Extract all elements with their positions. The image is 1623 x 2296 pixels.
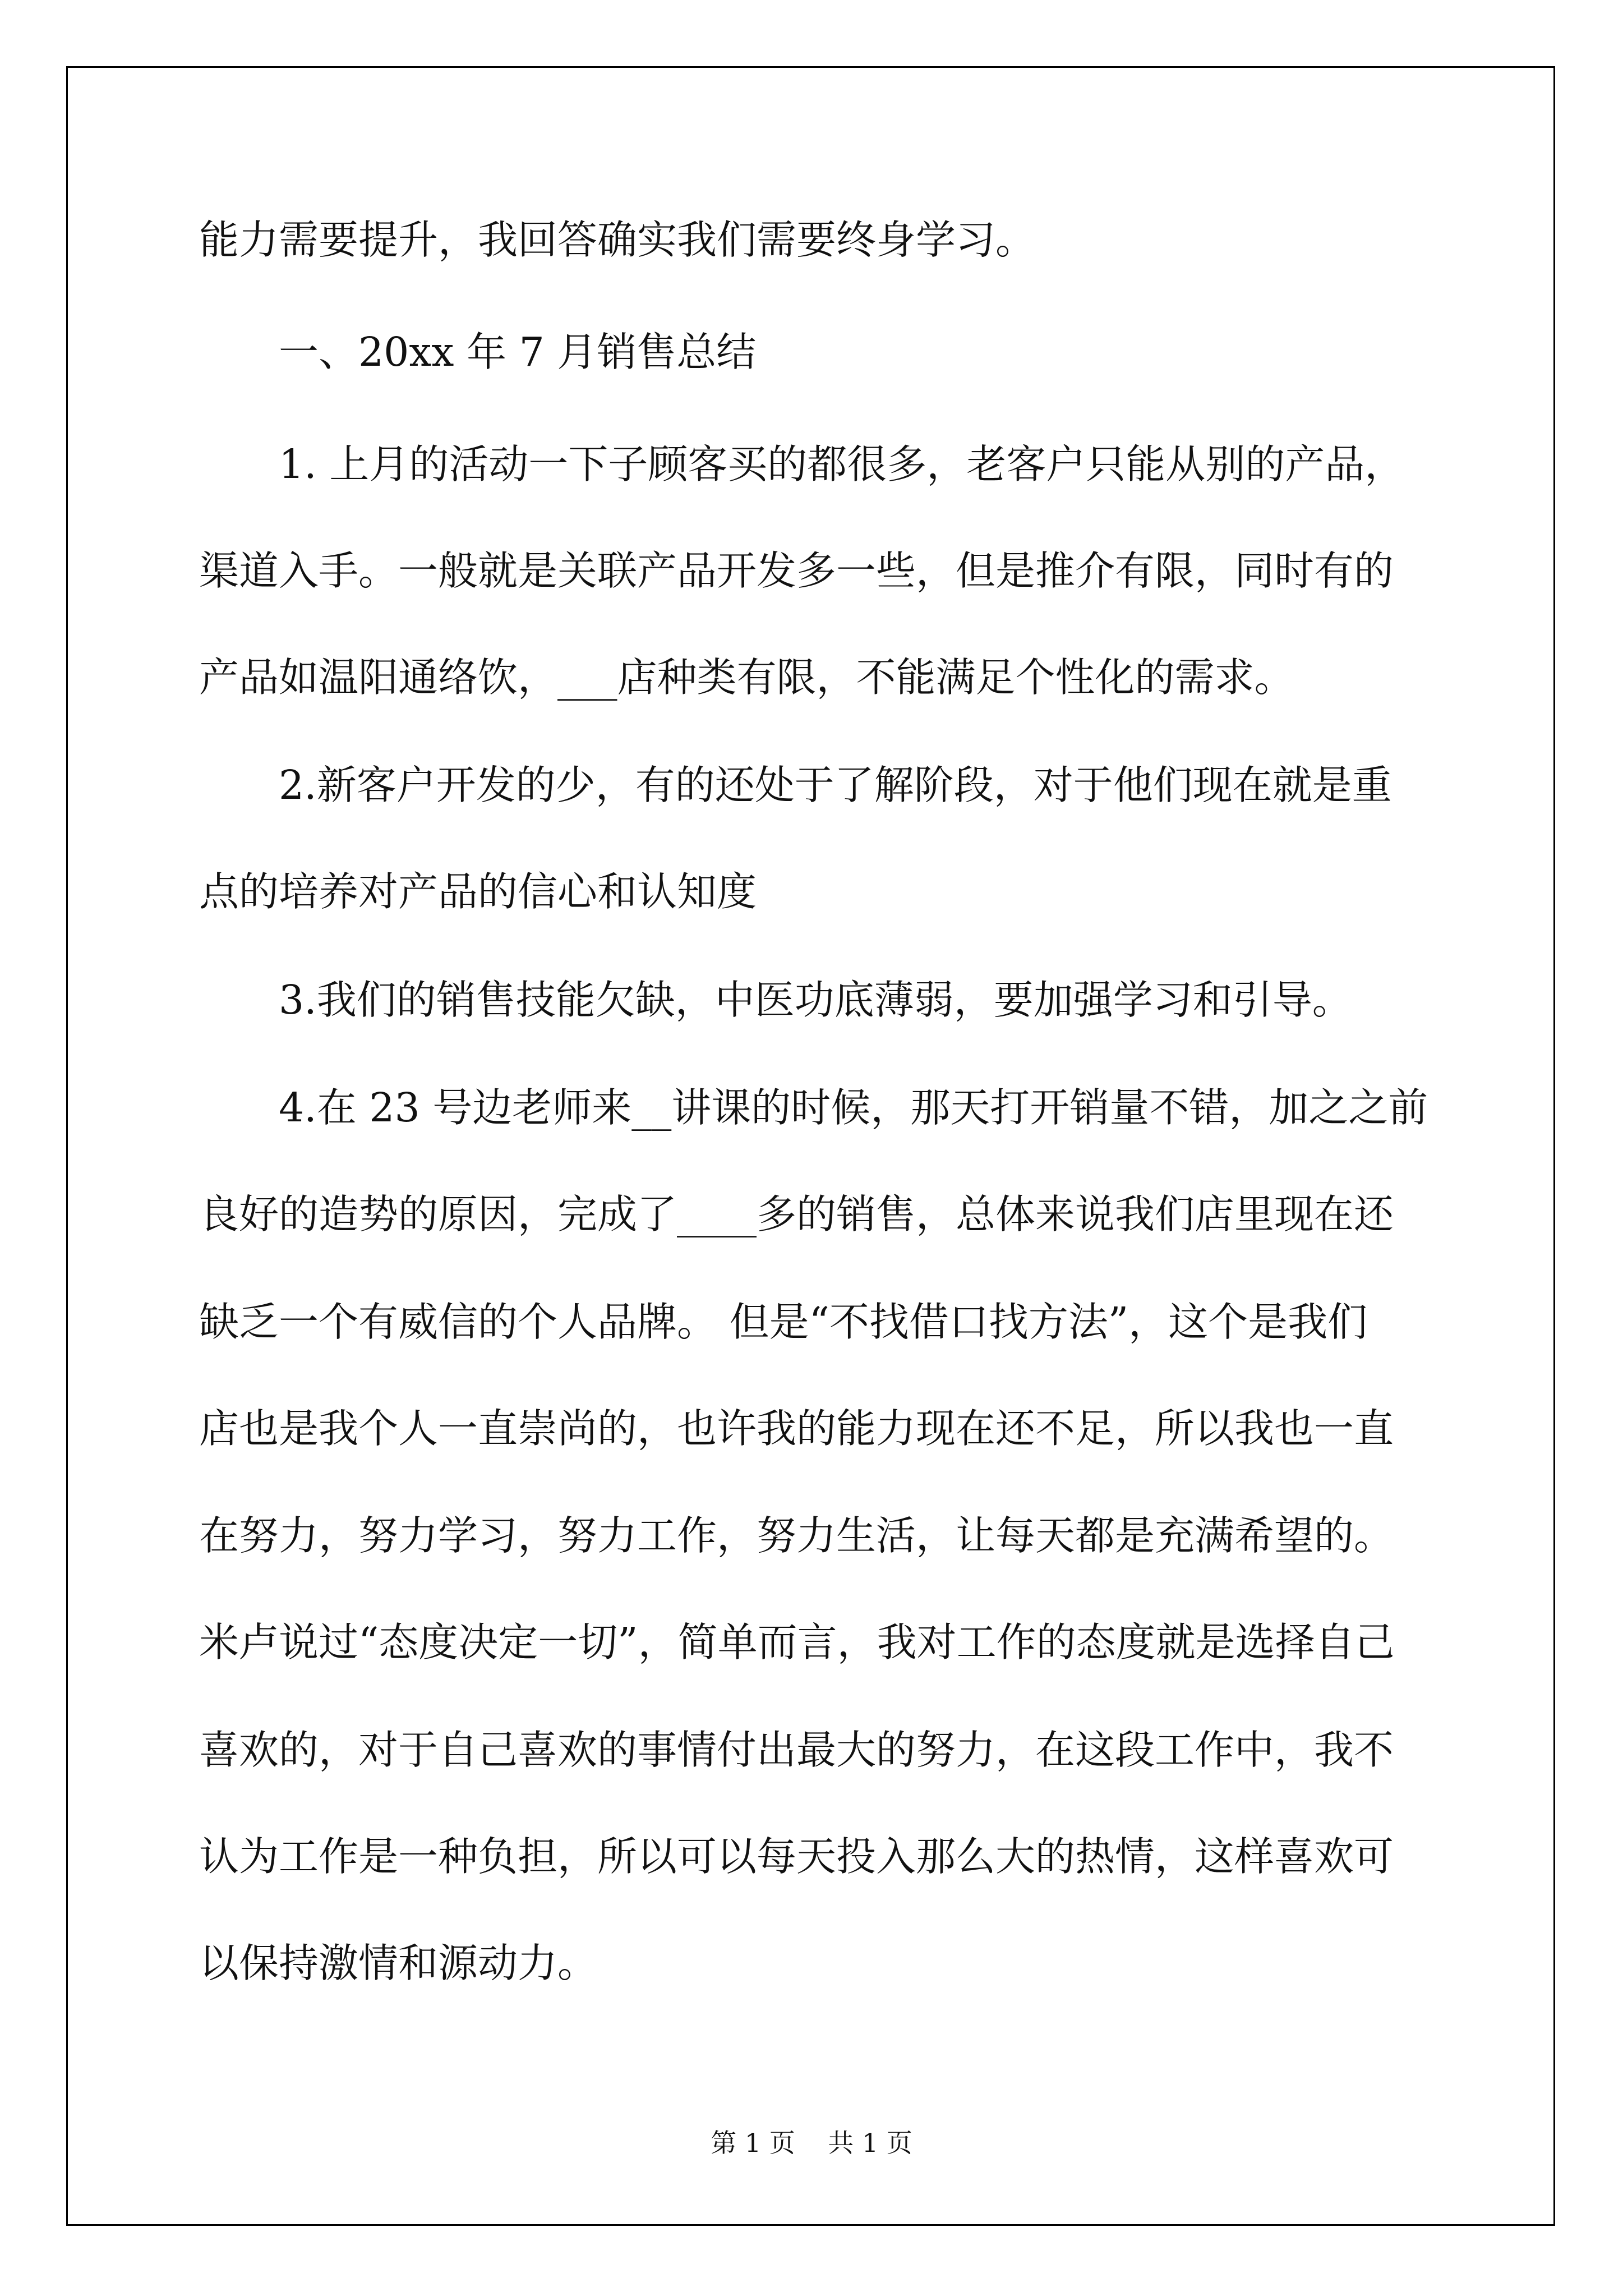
text-line-15: 喜欢的，对于自己喜欢的事情付出最大的努力，在这段工作中，我不 (199, 1727, 1394, 1773)
text-line-4: 渠道入手。一般就是关联产品开发多一些，但是推介有限，同时有的 (199, 547, 1394, 594)
text-line-6: 2.新客户开发的少，有的还处于了解阶段，对于他们现在就是重 (279, 762, 1392, 808)
section-heading: 一、20xx 年 7 月销售总结 (279, 329, 757, 375)
text-line-3: 1. 上月的活动一下子顾客买的都很多，老客户只能从别的产品， (279, 441, 1405, 487)
text-line-10: 良好的造势的原因，完成了____多的销售，总体来说我们店里现在还 (199, 1191, 1394, 1237)
text-line-16: 认为工作是一种负担，所以可以每天投入那么大的热情，这样喜欢可 (199, 1833, 1394, 1880)
text-line-17: 以保持激情和源动力。 (199, 1940, 598, 1986)
page-number-footer: 第 1 页 共 1 页 (711, 2128, 912, 2158)
text-line-11: 缺乏一个有威信的个人品牌。 但是“不找借口找方法”，这个是我们 (199, 1299, 1368, 1345)
text-line-8: 3.我们的销售技能欠缺，中医功底薄弱，要加强学习和引导。 (279, 977, 1352, 1023)
text-line-9: 4.在 23 号边老师来__讲课的时候，那天打开销量不错，加之之前 (279, 1084, 1428, 1131)
text-line-7: 点的培养对产品的信心和认知度 (199, 868, 757, 915)
page-border (66, 66, 1555, 2226)
text-line-12: 店也是我个人一直崇尚的，也许我的能力现在还不足，所以我也一直 (199, 1405, 1394, 1452)
text-line-5: 产品如温阳通络饮，___店种类有限，不能满足个性化的需求。 (199, 654, 1294, 701)
text-line-14: 米卢说过“态度决定一切”，简单而言，我对工作的态度就是选择自己 (199, 1619, 1395, 1665)
text-line-13: 在努力，努力学习，努力工作，努力生活，让每天都是充满希望的。 (199, 1512, 1394, 1559)
text-line-1: 能力需要提升，我回答确实我们需要终身学习。 (199, 217, 1036, 263)
